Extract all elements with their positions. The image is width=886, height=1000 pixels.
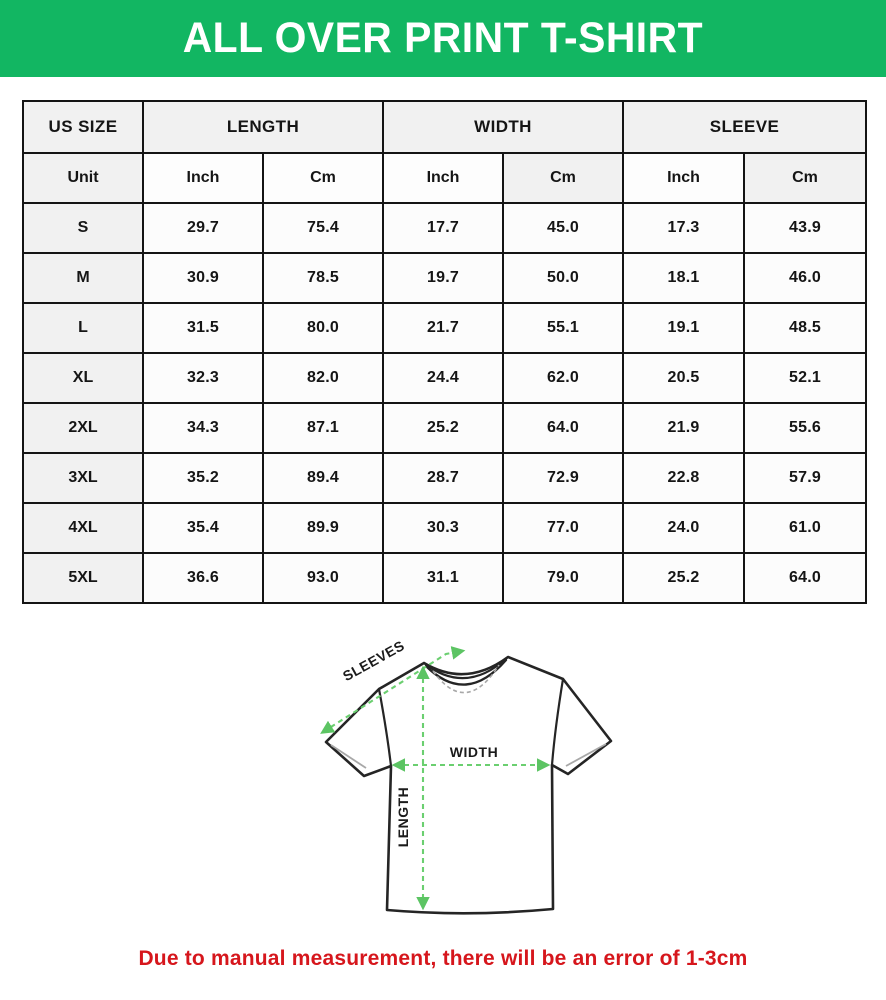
value-cell: 19.1	[623, 303, 744, 353]
size-label: 5XL	[23, 553, 143, 603]
page-title: ALL OVER PRINT T-SHIRT	[182, 14, 704, 62]
length-label: LENGTH	[395, 786, 411, 848]
value-cell: 46.0	[744, 253, 866, 303]
value-cell: 78.5	[263, 253, 383, 303]
value-cell: 52.1	[744, 353, 866, 403]
value-cell: 25.2	[383, 403, 503, 453]
value-cell: 64.0	[744, 553, 866, 603]
value-cell: 55.6	[744, 403, 866, 453]
value-cell: 22.8	[623, 453, 744, 503]
width-label: WIDTH	[449, 744, 499, 760]
value-cell: 31.5	[143, 303, 263, 353]
value-cell: 82.0	[263, 353, 383, 403]
value-cell: 32.3	[143, 353, 263, 403]
size-chart-table	[22, 100, 867, 604]
length-inch-header: Inch	[143, 153, 263, 203]
length-cm-header: Cm	[263, 153, 383, 203]
us-size-header: US SIZE	[23, 101, 143, 153]
value-cell: 80.0	[263, 303, 383, 353]
value-cell: 72.9	[503, 453, 623, 503]
table-row	[23, 403, 866, 453]
table-row	[23, 253, 866, 303]
sleeve-cm-header: Cm	[744, 153, 866, 203]
value-cell: 21.9	[623, 403, 744, 453]
value-cell: 57.9	[744, 453, 866, 503]
value-cell: 55.1	[503, 303, 623, 353]
measurement-disclaimer: Due to manual measurement, there will be an error of 1-3cm	[138, 947, 748, 970]
value-cell: 61.0	[744, 503, 866, 553]
value-cell: 93.0	[263, 553, 383, 603]
value-cell: 50.0	[503, 253, 623, 303]
width-group-header: WIDTH	[383, 101, 623, 153]
value-cell: 77.0	[503, 503, 623, 553]
value-cell: 18.1	[623, 253, 744, 303]
value-cell: 17.7	[383, 203, 503, 253]
size-label: XL	[23, 353, 143, 403]
value-cell: 24.4	[383, 353, 503, 403]
value-cell: 64.0	[503, 403, 623, 453]
value-cell: 45.0	[503, 203, 623, 253]
table-row	[23, 303, 866, 353]
value-cell: 34.3	[143, 403, 263, 453]
value-cell: 79.0	[503, 553, 623, 603]
value-cell: 29.7	[143, 203, 263, 253]
sleeve-group-header: SLEEVE	[623, 101, 866, 153]
width-cm-header: Cm	[503, 153, 623, 203]
size-label: M	[23, 253, 143, 303]
sleeves-label: SLEEVES	[339, 637, 408, 685]
value-cell: 25.2	[623, 553, 744, 603]
table-unit-header-row	[23, 153, 866, 203]
table-row	[23, 453, 866, 503]
value-cell: 20.5	[623, 353, 744, 403]
table-row	[23, 503, 866, 553]
table-row	[23, 353, 866, 403]
table-row	[23, 203, 866, 253]
length-group-header: LENGTH	[143, 101, 383, 153]
sleeve-inch-header: Inch	[623, 153, 744, 203]
size-label: S	[23, 203, 143, 253]
value-cell: 17.3	[623, 203, 744, 253]
size-label: 4XL	[23, 503, 143, 553]
width-inch-header: Inch	[383, 153, 503, 203]
size-label: L	[23, 303, 143, 353]
value-cell: 43.9	[744, 203, 866, 253]
table-group-header-row	[23, 101, 866, 153]
value-cell: 28.7	[383, 453, 503, 503]
value-cell: 24.0	[623, 503, 744, 553]
value-cell: 62.0	[503, 353, 623, 403]
value-cell: 30.3	[383, 503, 503, 553]
table-row	[23, 553, 866, 603]
value-cell: 19.7	[383, 253, 503, 303]
size-label: 3XL	[23, 453, 143, 503]
value-cell: 36.6	[143, 553, 263, 603]
value-cell: 89.9	[263, 503, 383, 553]
value-cell: 21.7	[383, 303, 503, 353]
value-cell: 89.4	[263, 453, 383, 503]
unit-header: Unit	[23, 153, 143, 203]
value-cell: 35.2	[143, 453, 263, 503]
value-cell: 87.1	[263, 403, 383, 453]
value-cell: 75.4	[263, 203, 383, 253]
value-cell: 30.9	[143, 253, 263, 303]
value-cell: 48.5	[744, 303, 866, 353]
value-cell: 35.4	[143, 503, 263, 553]
value-cell: 31.1	[383, 553, 503, 603]
size-label: 2XL	[23, 403, 143, 453]
tshirt-outline	[326, 657, 611, 913]
tshirt-measurement-diagram	[296, 636, 632, 942]
title-banner	[0, 0, 886, 77]
